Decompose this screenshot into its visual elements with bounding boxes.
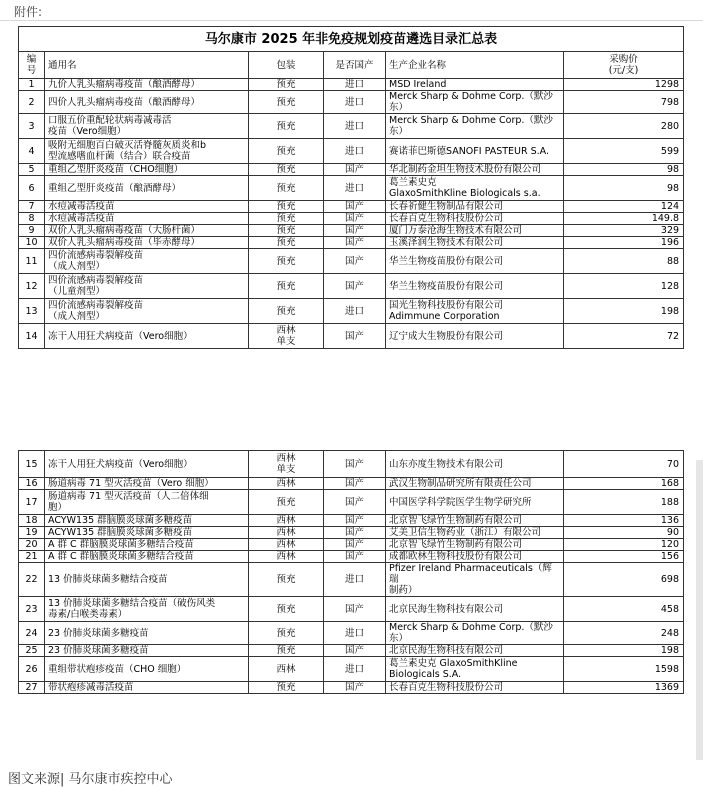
cell-price: 198 <box>564 299 684 324</box>
cell-pack: 西林 单支 <box>249 324 324 349</box>
cell-imported: 国产 <box>324 324 386 349</box>
cell-maker: 国光生物科技股份有限公司 Adimmune Corporation <box>386 299 564 324</box>
cell-maker: 华兰生物疫苗股份有限公司 <box>386 249 564 274</box>
table-row <box>19 645 684 657</box>
cell-no: 14 <box>19 324 45 349</box>
cell-name: 重组乙型肝炎疫苗（CHO细胞） <box>45 164 249 176</box>
cell-price: 120 <box>564 539 684 551</box>
table-row <box>19 176 684 201</box>
cell-price: 698 <box>564 563 684 597</box>
table-row <box>19 299 684 324</box>
cell-imported: 国产 <box>324 515 386 527</box>
cell-pack: 预充 <box>249 563 324 597</box>
cell-name: 13 价肺炎球菌多糖结合疫苗 <box>45 563 249 597</box>
cell-name: 冻干人用狂犬病疫苗（Vero细胞） <box>45 451 249 478</box>
cell-name: 九价人乳头瘤病毒疫苗（酿酒酵母） <box>45 79 249 91</box>
cell-no: 2 <box>19 91 45 114</box>
cell-price: 196 <box>564 237 684 249</box>
cell-name: 水痘减毒活疫苗 <box>45 201 249 213</box>
cell-imported: 进口 <box>324 176 386 201</box>
cell-maker: 山东亦度生物技术有限公司 <box>386 451 564 478</box>
cell-price: 280 <box>564 114 684 139</box>
table-row <box>19 225 684 237</box>
header-imported: 是否国产 <box>324 52 386 79</box>
cell-no: 20 <box>19 539 45 551</box>
cell-name: 双价人乳头瘤病毒疫苗（毕赤酵母） <box>45 237 249 249</box>
cell-maker: MSD Ireland <box>386 79 564 91</box>
cell-no: 22 <box>19 563 45 597</box>
cell-price: 72 <box>564 324 684 349</box>
attachment-label: 附件: <box>14 5 43 19</box>
cell-name: 23 价肺炎球菌多糖疫苗 <box>45 645 249 657</box>
table-row <box>19 527 684 539</box>
table-row <box>19 539 684 551</box>
cell-no: 17 <box>19 490 45 515</box>
cell-price: 1369 <box>564 682 684 694</box>
header-pack: 包装 <box>249 52 324 79</box>
cell-pack: 预充 <box>249 201 324 213</box>
cell-imported: 国产 <box>324 645 386 657</box>
table-row <box>19 213 684 225</box>
cell-imported: 国产 <box>324 539 386 551</box>
cell-no: 21 <box>19 551 45 563</box>
cell-imported: 国产 <box>324 490 386 515</box>
cell-imported: 进口 <box>324 139 386 164</box>
cell-imported: 进口 <box>324 91 386 114</box>
cell-name: 重组带状疱疹疫苗（CHO 细胞） <box>45 657 249 682</box>
table-row <box>19 114 684 139</box>
cell-name: A 群 C 群脑膜炎球菌多糖结合疫苗 <box>45 539 249 551</box>
cell-pack: 预充 <box>249 213 324 225</box>
cell-maker: Pfizer Ireland Pharmaceuticals（辉瑞 制药） <box>386 563 564 597</box>
table-row <box>19 139 684 164</box>
cell-pack: 预充 <box>249 249 324 274</box>
source-credit: 图文来源| 马尔康市疾控中心 <box>8 772 173 787</box>
table-row <box>19 551 684 563</box>
cell-price: 98 <box>564 176 684 201</box>
cell-imported: 进口 <box>324 79 386 91</box>
cell-maker: 厦门万泰沧海生物技术有限公司 <box>386 225 564 237</box>
cell-pack: 预充 <box>249 299 324 324</box>
cell-name: 带状疱疹减毒活疫苗 <box>45 682 249 694</box>
cell-maker: Merck Sharp & Dohme Corp.（默沙东） <box>386 91 564 114</box>
table-row <box>19 622 684 645</box>
cell-price: 98 <box>564 164 684 176</box>
table-row <box>19 478 684 490</box>
cell-imported: 国产 <box>324 551 386 563</box>
table-row <box>19 249 684 274</box>
cell-maker: Merck Sharp & Dohme Corp.（默沙东） <box>386 114 564 139</box>
cell-pack: 预充 <box>249 79 324 91</box>
cell-maker: 华兰生物疫苗股份有限公司 <box>386 274 564 299</box>
cell-price: 90 <box>564 527 684 539</box>
cell-no: 9 <box>19 225 45 237</box>
cell-imported: 国产 <box>324 597 386 622</box>
cell-name: 四价流感病毒裂解疫苗 （成人剂型） <box>45 249 249 274</box>
table-row <box>19 597 684 622</box>
cell-name: 四价人乳头瘤病毒疫苗（酿酒酵母） <box>45 91 249 114</box>
cell-pack: 预充 <box>249 622 324 645</box>
table-row <box>19 201 684 213</box>
cell-pack: 西林 <box>249 657 324 682</box>
cell-no: 15 <box>19 451 45 478</box>
cell-no: 27 <box>19 682 45 694</box>
cell-no: 4 <box>19 139 45 164</box>
cell-pack: 预充 <box>249 225 324 237</box>
cell-pack: 西林 单支 <box>249 451 324 478</box>
cell-price: 70 <box>564 451 684 478</box>
cell-name: 23 价肺炎球菌多糖疫苗 <box>45 622 249 645</box>
cell-price: 798 <box>564 91 684 114</box>
cell-maker: 长春百克生物科技股份公司 <box>386 682 564 694</box>
cell-maker: 武汉生物制品研究所有限责任公司 <box>386 478 564 490</box>
cell-pack: 预充 <box>249 114 324 139</box>
table-title: 马尔康市 2025 年非免疫规划疫苗遴选目录汇总表 <box>19 27 684 52</box>
cell-price: 458 <box>564 597 684 622</box>
cell-imported: 进口 <box>324 563 386 597</box>
cell-price: 128 <box>564 274 684 299</box>
cell-price: 88 <box>564 249 684 274</box>
cell-maker: 葛兰素史克 GlaxoSmithKline Biologicals S.A. <box>386 657 564 682</box>
cell-maker: 中国医学科学院医学生物学研究所 <box>386 490 564 515</box>
cell-price: 329 <box>564 225 684 237</box>
cell-maker: 北京民海生物科技有限公司 <box>386 597 564 622</box>
cell-no: 3 <box>19 114 45 139</box>
cell-no: 26 <box>19 657 45 682</box>
cell-price: 1598 <box>564 657 684 682</box>
cell-no: 19 <box>19 527 45 539</box>
cell-maker: 辽宁成大生物股份有限公司 <box>386 324 564 349</box>
cell-pack: 西林 <box>249 478 324 490</box>
header-price: 采购价 (元/支) <box>564 52 684 79</box>
cell-no: 11 <box>19 249 45 274</box>
header-no: 编 号 <box>19 52 45 79</box>
cell-maker: 长春百克生物科技股份公司 <box>386 213 564 225</box>
cell-imported: 国产 <box>324 237 386 249</box>
cell-maker: 成都欧林生物科技股份有限公司 <box>386 551 564 563</box>
cell-pack: 预充 <box>249 139 324 164</box>
cell-name: 冻干人用狂犬病疫苗（Vero细胞） <box>45 324 249 349</box>
header-maker: 生产企业名称 <box>386 52 564 79</box>
header-name: 通用名 <box>45 52 249 79</box>
cell-name: 肠道病毒 71 型灭活疫苗（人二倍体细 胞） <box>45 490 249 515</box>
cell-pack: 西林 <box>249 527 324 539</box>
table-row <box>19 515 684 527</box>
cell-pack: 西林 <box>249 539 324 551</box>
cell-no: 8 <box>19 213 45 225</box>
cell-name: 双价人乳头瘤病毒疫苗（大肠杆菌） <box>45 225 249 237</box>
table-row <box>19 237 684 249</box>
table-row <box>19 164 684 176</box>
cell-imported: 国产 <box>324 249 386 274</box>
cell-imported: 进口 <box>324 299 386 324</box>
vaccine-table-page-1 <box>18 26 684 349</box>
table-row <box>19 490 684 515</box>
table-row <box>19 682 684 694</box>
cell-maker: 长春祈健生物制品有限公司 <box>386 201 564 213</box>
cell-name: ACYW135 群脑膜炎球菌多糖疫苗 <box>45 527 249 539</box>
cell-imported: 进口 <box>324 622 386 645</box>
cell-imported: 进口 <box>324 657 386 682</box>
cell-no: 12 <box>19 274 45 299</box>
cell-maker: 艾美卫信生物药业（浙江）有限公司 <box>386 527 564 539</box>
table-row <box>19 451 684 478</box>
cell-maker: 北京智飞绿竹生物制药有限公司 <box>386 515 564 527</box>
divider <box>0 20 703 21</box>
cell-imported: 国产 <box>324 451 386 478</box>
cell-price: 599 <box>564 139 684 164</box>
cell-pack: 预充 <box>249 164 324 176</box>
cell-imported: 国产 <box>324 682 386 694</box>
cell-name: 水痘减毒活疫苗 <box>45 213 249 225</box>
cell-price: 188 <box>564 490 684 515</box>
table-row <box>19 274 684 299</box>
cell-name: 13 价肺炎球菌多糖结合疫苗（破伤风类 毒素/白喉类毒素） <box>45 597 249 622</box>
cell-maker: 玉溪泽润生物技术有限公司 <box>386 237 564 249</box>
cell-imported: 国产 <box>324 201 386 213</box>
vaccine-table-page-2 <box>18 450 684 694</box>
table-row <box>19 324 684 349</box>
cell-no: 1 <box>19 79 45 91</box>
cell-price: 168 <box>564 478 684 490</box>
cell-pack: 西林 <box>249 551 324 563</box>
cell-price: 149.8 <box>564 213 684 225</box>
cell-maker: 葛兰素史克 GlaxoSmithKline Biologicals s.a. <box>386 176 564 201</box>
cell-imported: 国产 <box>324 213 386 225</box>
cell-no: 6 <box>19 176 45 201</box>
cell-imported: 国产 <box>324 478 386 490</box>
cell-price: 156 <box>564 551 684 563</box>
cell-pack: 西林 <box>249 515 324 527</box>
cell-pack: 预充 <box>249 645 324 657</box>
table-header-row <box>19 52 684 79</box>
cell-name: 吸附无细胞百白破灭活脊髓灰质炎和b 型流感嗜血杆菌（结合）联合疫苗 <box>45 139 249 164</box>
cell-price: 136 <box>564 515 684 527</box>
cell-no: 7 <box>19 201 45 213</box>
cell-maker: 赛诺菲巴斯德SANOFI PASTEUR S.A. <box>386 139 564 164</box>
cell-no: 5 <box>19 164 45 176</box>
cell-imported: 进口 <box>324 114 386 139</box>
cell-no: 10 <box>19 237 45 249</box>
cell-pack: 预充 <box>249 597 324 622</box>
cell-no: 25 <box>19 645 45 657</box>
cell-maker: 北京民海生物科技有限公司 <box>386 645 564 657</box>
cell-imported: 国产 <box>324 527 386 539</box>
cell-price: 198 <box>564 645 684 657</box>
cell-pack: 预充 <box>249 237 324 249</box>
cell-pack: 预充 <box>249 490 324 515</box>
cell-price: 248 <box>564 622 684 645</box>
cell-name: ACYW135 群脑膜炎球菌多糖疫苗 <box>45 515 249 527</box>
cell-pack: 预充 <box>249 274 324 299</box>
table-row <box>19 657 684 682</box>
cell-pack: 预充 <box>249 176 324 201</box>
cell-price: 1298 <box>564 79 684 91</box>
table-row <box>19 79 684 91</box>
cell-maker: 北京智飞绿竹生物制药有限公司 <box>386 539 564 551</box>
cell-no: 23 <box>19 597 45 622</box>
table-row <box>19 91 684 114</box>
scrollbar[interactable] <box>696 460 703 760</box>
cell-no: 24 <box>19 622 45 645</box>
cell-no: 16 <box>19 478 45 490</box>
cell-no: 18 <box>19 515 45 527</box>
cell-name: 四价流感病毒裂解疫苗 （儿童剂型） <box>45 274 249 299</box>
cell-name: 重组乙型肝炎疫苗（酿酒酵母） <box>45 176 249 201</box>
cell-name: 四价流感病毒裂解疫苗 （成人剂型） <box>45 299 249 324</box>
cell-name: 口服五价重配轮状病毒减毒活 疫苗（Vero细胞） <box>45 114 249 139</box>
cell-imported: 国产 <box>324 225 386 237</box>
cell-pack: 预充 <box>249 682 324 694</box>
cell-maker: 华北制药金坦生物技术股份有限公司 <box>386 164 564 176</box>
cell-imported: 国产 <box>324 274 386 299</box>
cell-pack: 预充 <box>249 91 324 114</box>
table-row <box>19 563 684 597</box>
cell-maker: Merck Sharp & Dohme Corp.（默沙东） <box>386 622 564 645</box>
cell-imported: 国产 <box>324 164 386 176</box>
cell-name: 肠道病毒 71 型灭活疫苗（Vero 细胞） <box>45 478 249 490</box>
cell-price: 124 <box>564 201 684 213</box>
cell-name: A 群 C 群脑膜炎球菌多糖结合疫苗 <box>45 551 249 563</box>
cell-no: 13 <box>19 299 45 324</box>
